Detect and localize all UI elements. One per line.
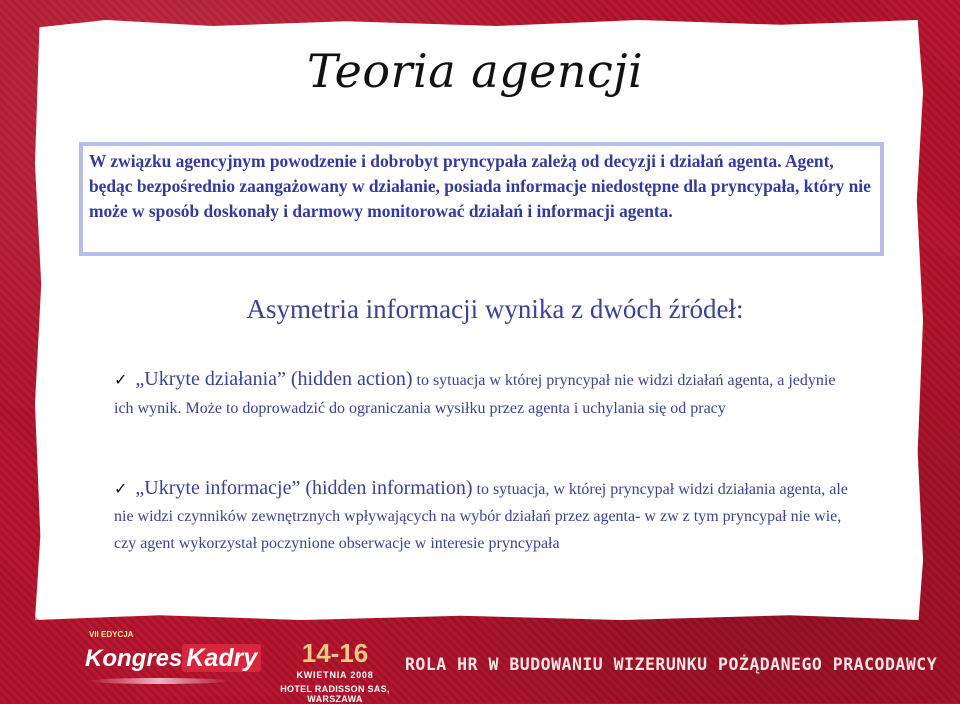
kongres-kadry-logo xyxy=(85,630,258,690)
date-month: KWIETNIA 2008 xyxy=(296,670,374,680)
check-icon: ✓ xyxy=(114,479,128,498)
bullet-text: to sytuacja, w której pryncypał widzi działania agenta, ale nie widzi czynników zewnętrznych wpływających na wybór działań przez agenta- w zw z tym pryncypał nie wie, czy agent wykorzystał poczynione obserwacje w interesie pryncypała xyxy=(114,481,848,552)
logo-word-kadry: Kadry xyxy=(182,644,261,672)
page-title: Teoria agencji xyxy=(307,44,644,98)
bullet-text: to sytuacja w której pryncypał nie widzi działań agenta, a jedynie ich wynik. Może to doprowadzić do ograniczania wysiłku przez agenta i uchylania się od pracy xyxy=(114,372,836,417)
check-icon: ✓ xyxy=(114,370,128,389)
logo-wordmark xyxy=(85,644,261,673)
bullet-lead: „Ukryte informacje” (hidden information) xyxy=(135,477,473,499)
bullet-lead: „Ukryte działania” (hidden action) xyxy=(135,368,413,390)
subheading: Asymetria informacji wynika z dwóch źródeł: xyxy=(246,294,744,324)
date-days: 14-16 xyxy=(301,638,369,668)
edition-label: VII EDYCJA xyxy=(89,630,134,639)
logo-word-kongres: Kongres xyxy=(85,645,183,672)
event-date xyxy=(270,640,400,704)
definition-text: W związku agencyjnym powodzenie i dobrobyt pryncypała zależą od decyzji i działań agenta. Agent, będąc bezpośrednio zaangażowany w działanie, posiada informacje niedostępne dla pryncypała, który nie może w sposób doskonały i darmowy monitorować działań i informacji agenta. xyxy=(89,151,871,221)
event-slogan: ROLA HR W BUDOWANIU WIZERUNKU POŻĄDANEGO PRACODAWCY xyxy=(405,655,938,674)
bullet-hidden-information xyxy=(114,475,854,557)
venue: HOTEL RADISSON SAS, WARSZAWA xyxy=(280,684,390,704)
logo-swoosh xyxy=(89,678,229,684)
bullet-hidden-action xyxy=(114,366,854,422)
